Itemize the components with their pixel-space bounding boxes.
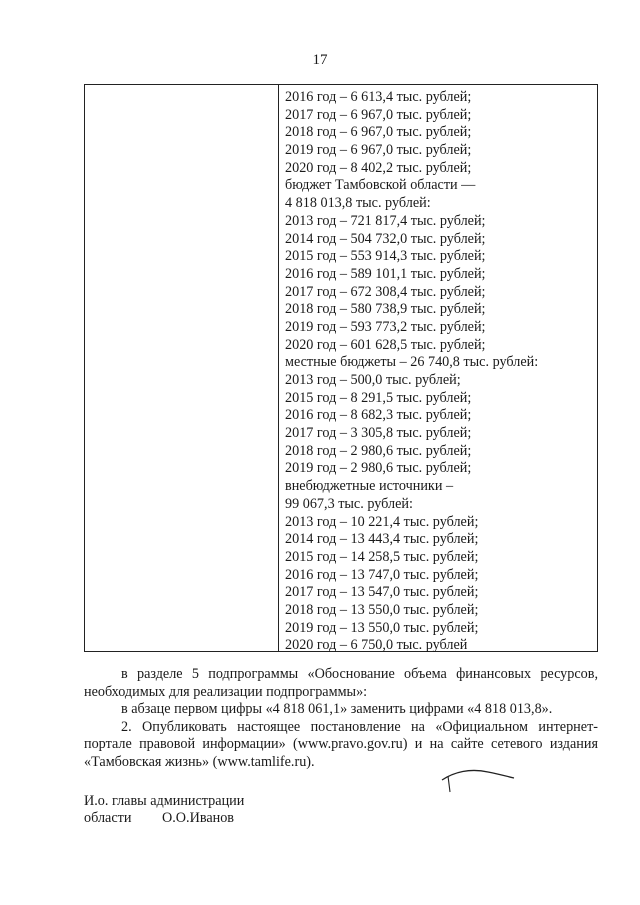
funding-line: 2014 год – 504 732,0 тыс. рублей; bbox=[285, 230, 486, 247]
publish-paragraph: 2. Опубликовать настоящее постановление на «Официальном интернет-портале правовой информации» (www.pravo.gov.ru) и на сайте сетевого издания «Тамбовская жизнь» (www.tamlife.ru). bbox=[84, 718, 598, 770]
replace-figures-paragraph: в абзаце первом цифры «4 818 061,1» заменить цифрами «4 818 013,8». bbox=[121, 701, 553, 718]
funding-line: 2017 год – 13 547,0 тыс. рублей; bbox=[285, 584, 479, 601]
funding-lines-list bbox=[285, 89, 538, 655]
funding-line: 2017 год – 6 967,0 тыс. рублей; bbox=[285, 106, 472, 123]
section5-paragraph: в разделе 5 подпрограммы «Обоснование объема финансовых ресурсов, необходимых для реализации подпрограммы»: bbox=[84, 666, 598, 700]
funding-line: 2014 год – 13 443,4 тыс. рублей; bbox=[285, 531, 479, 548]
funding-line: 2013 год – 500,0 тыс. рублей; bbox=[285, 372, 461, 388]
funding-line: 2018 год – 580 738,9 тыс. рублей; bbox=[285, 301, 486, 318]
signature-block bbox=[84, 793, 244, 827]
funding-table bbox=[84, 84, 598, 652]
funding-line: 2019 год – 6 967,0 тыс. рублей; bbox=[285, 142, 472, 159]
funding-line: 2018 год – 6 967,0 тыс. рублей; bbox=[285, 124, 472, 141]
funding-line: 2016 год – 6 613,4 тыс. рублей; bbox=[285, 89, 472, 105]
signature-scribble bbox=[440, 764, 530, 794]
funding-line: 2017 год – 672 308,4 тыс. рублей; bbox=[285, 283, 486, 300]
funding-line: местные бюджеты – 26 740,8 тыс. рублей: bbox=[285, 354, 539, 371]
funding-line: 2020 год – 6 750,0 тыс. рублей bbox=[285, 637, 468, 654]
funding-line: 2020 год – 8 402,2 тыс. рублей; bbox=[285, 159, 472, 176]
table-column-divider bbox=[278, 85, 279, 651]
funding-line: 2019 год – 13 550,0 тыс. рублей; bbox=[285, 619, 479, 636]
signature-position: И.о. главы администрации bbox=[84, 793, 245, 809]
signature-name: О.О.Иванов bbox=[161, 810, 235, 826]
funding-line: 2019 год – 2 980,6 тыс. рублей; bbox=[285, 460, 472, 477]
funding-line: 2015 год – 8 291,5 тыс. рублей; bbox=[285, 389, 472, 406]
funding-line: 2020 год – 601 628,5 тыс. рублей; bbox=[285, 336, 486, 353]
funding-line: бюджет Тамбовской области — bbox=[285, 177, 476, 194]
funding-line: 2013 год – 10 221,4 тыс. рублей; bbox=[285, 513, 479, 530]
funding-line: 2018 год – 2 980,6 тыс. рублей; bbox=[285, 442, 472, 459]
funding-line: 2019 год – 593 773,2 тыс. рублей; bbox=[285, 318, 486, 335]
funding-line: внебюджетные источники – bbox=[285, 478, 454, 495]
funding-line: 2016 год – 589 101,1 тыс. рублей; bbox=[285, 265, 486, 282]
page-number: 17 bbox=[312, 52, 328, 68]
funding-line: 2017 год – 3 305,8 тыс. рублей; bbox=[285, 425, 472, 442]
funding-line: 99 067,3 тыс. рублей: bbox=[285, 495, 413, 512]
funding-line: 2013 год – 721 817,4 тыс. рублей; bbox=[285, 212, 486, 229]
funding-line: 2018 год – 13 550,0 тыс. рублей; bbox=[285, 601, 479, 618]
signature-region: области bbox=[84, 810, 132, 826]
funding-line: 2016 год – 13 747,0 тыс. рублей; bbox=[285, 566, 479, 583]
funding-line: 2016 год – 8 682,3 тыс. рублей; bbox=[285, 407, 472, 424]
funding-line: 2015 год – 14 258,5 тыс. рублей; bbox=[285, 548, 479, 565]
funding-line: 2015 год – 553 914,3 тыс. рублей; bbox=[285, 248, 486, 265]
funding-line: 4 818 013,8 тыс. рублей: bbox=[285, 195, 431, 212]
amendment-text bbox=[84, 666, 598, 772]
